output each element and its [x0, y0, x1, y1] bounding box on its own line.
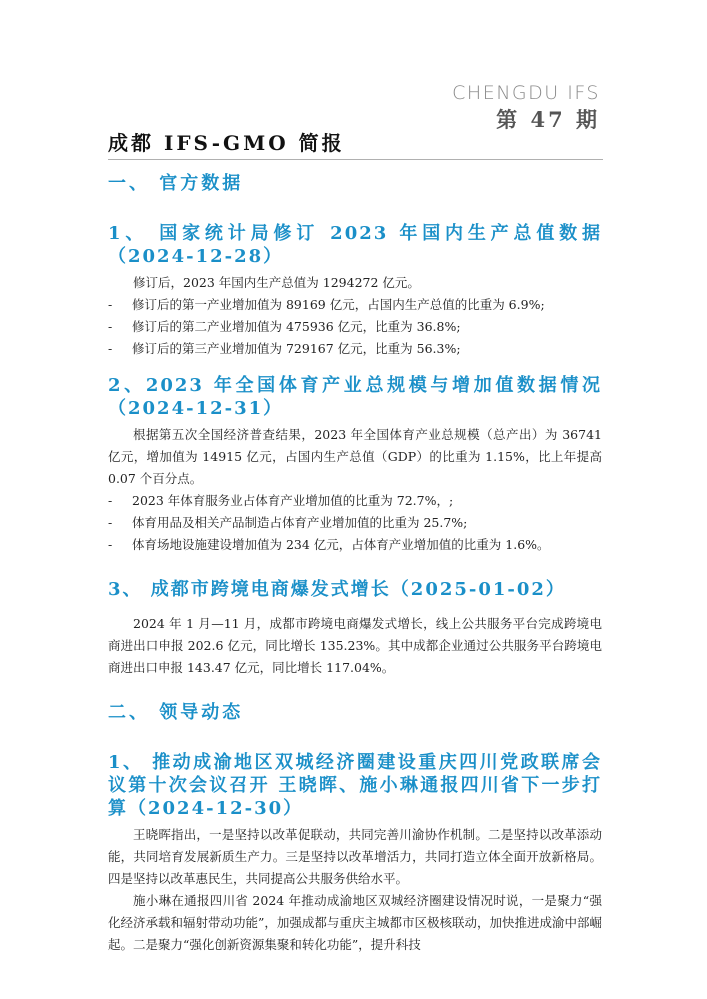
- item-paragraph: 施小琳在通报四川省 2024 年推动成渝地区双城经济圈建设情况时说，一是聚力“强化经济承载和辐射带动功能”，加强成都与重庆主城都市区极核联动，加快推进成渝中部崛起。二是聚力“强化创新资源集聚和转化功能”，提升科技: [108, 893, 602, 952]
- bullet-item: - 修订后的第二产业增加值为 475936 亿元，比重为 36.8%;: [108, 316, 602, 338]
- bullet-item: - 2023 年体育服务业占体育产业增加值的比重为 72.7%，;: [108, 490, 602, 512]
- item-paragraph: 2024 年 1 月—11 月，成都市跨境电商爆发式增长，线上公共服务平台完成跨境电商进出口申报 202.6 亿元，同比增长 135.23%。其中成都企业通过公共服务平台跨境电商进出口申报 143.47 亿元，同比增长 117.04%。: [108, 616, 602, 675]
- bullet-item: - 修订后的第一产业增加值为 89169 亿元，占国内生产总值的比重为 6.9%;: [108, 294, 602, 316]
- document-body: [108, 172, 602, 956]
- item-title: 3、 成都市跨境电商爆发式增长（2025-01-02）: [108, 579, 566, 600]
- item-paragraph: 根据第五次全国经济普查结果，2023 年全国体育产业总规模（总产出）为 36741 亿元，增加值为 14915 亿元，占国内生产总值（GDP）的比重为 1.15%，比上年提高 0.07 个百分点。: [108, 427, 602, 486]
- document-title: 成都 IFS-GMO 简报: [108, 131, 345, 155]
- item-paragraph: 王晓晖指出，一是坚持以改革促联动，共同完善川渝协作机制。二是坚持以改革添动能，共同培育发展新质生产力。三是坚持以改革增活力，共同打造立体全面开放新格局。四是坚持以改革惠民生，共同提高公共服务供给水平。: [108, 827, 602, 886]
- item-paragraph: 修订后，2023 年国内生产总值为 1294272 亿元。: [133, 275, 420, 290]
- item-title: 1、 推动成渝地区双城经济圈建设重庆四川党政联席会议第十次会议召开 王晓晖、施小琳通报四川省下一步打算（2024-12-30）: [108, 752, 602, 819]
- header-divider: [108, 159, 603, 160]
- bullet-item: - 体育用品及相关产品制造占体育产业增加值的比重为 25.7%;: [108, 512, 602, 534]
- section-heading: 二、 领导动态: [108, 702, 244, 723]
- issue-number: 第 47 期: [496, 107, 600, 132]
- brand-logo: CHENGDU IFS: [452, 82, 600, 104]
- item-title: 1、 国家统计局修订 2023 年国内生产总值数据（2024-12-28）: [108, 223, 602, 267]
- section-heading: 一、 官方数据: [108, 173, 244, 194]
- bullet-item: - 修订后的第三产业增加值为 729167 亿元，比重为 56.3%;: [108, 338, 602, 360]
- item-title: 2、2023 年全国体育产业总规模与增加值数据情况（2024-12-31）: [108, 375, 602, 419]
- bullet-item: - 体育场地设施建设增加值为 234 亿元，占体育产业增加值的比重为 1.6%。: [108, 534, 602, 556]
